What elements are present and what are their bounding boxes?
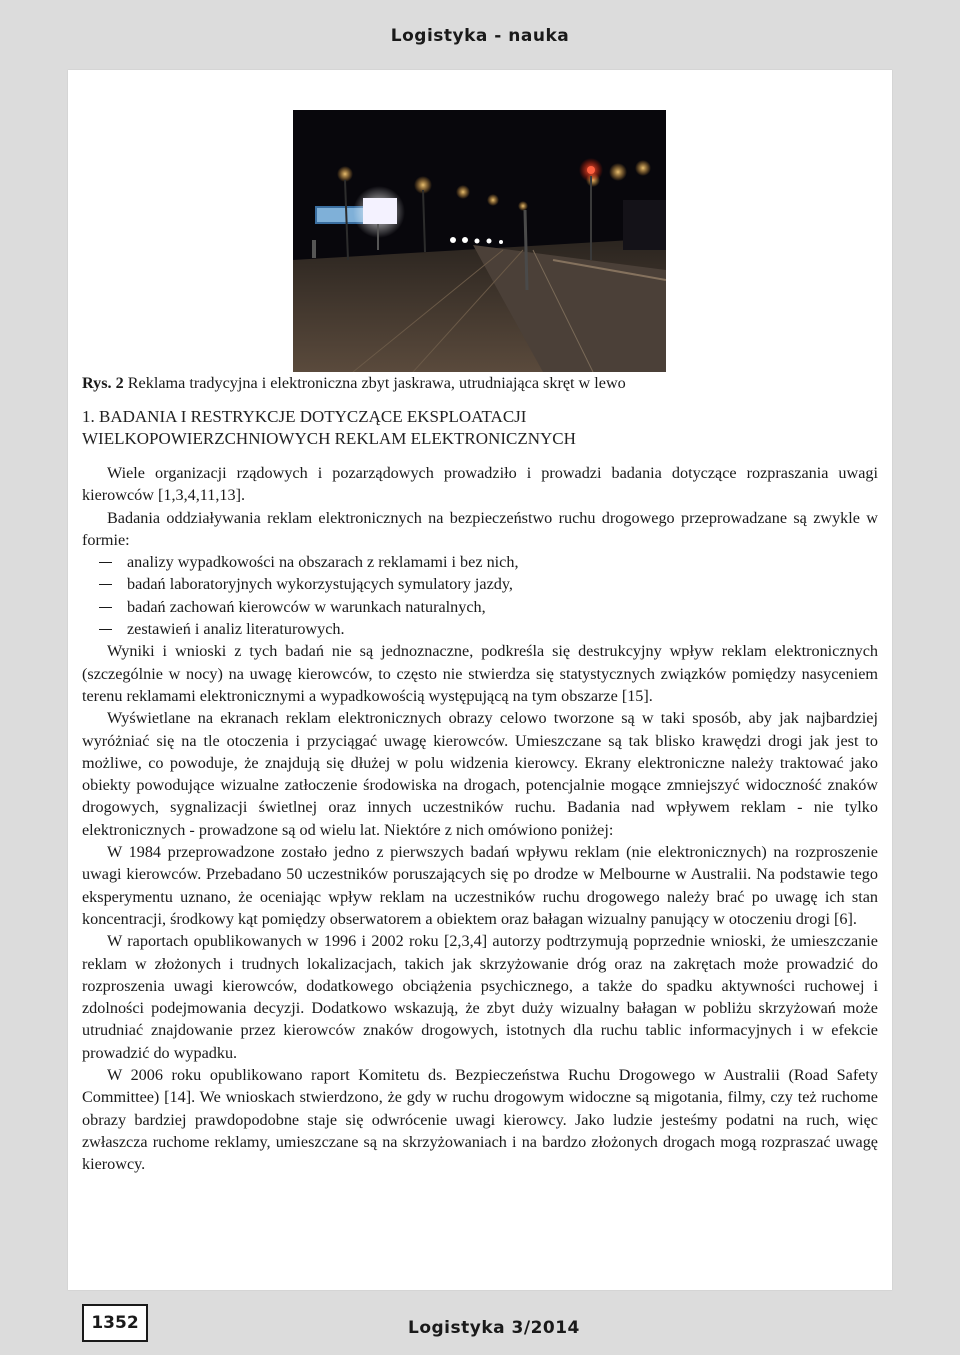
paragraph-1: Wiele organizacji rządowych i pozarządowych prowadziło i prowadzi badania dotyczące rozpraszania uwagi kierowców [1,3,4,11,13]. — [82, 464, 878, 505]
running-header: Logistyka - nauka — [390, 26, 570, 46]
list-item: analizy wypadkowości na obszarach z reklamami i bez nich, — [127, 551, 878, 573]
paragraph-7: W 2006 roku opublikowano raport Komitetu ds. Bezpieczeństwa Ruchu Drogowego w Australii (Road Safety Committee) [14]. We wnioskach stwierdzono, że gdy w ruchu drogowym widoczne są migotania, filmy, czy też ruchome obrazy bardziej prawdopodobne staje się odwrócenie uwagi kierowcy. Jako ludzie jesteśmy podatni na ruch, więc zwłaszcza ruchome reklamy, umieszczane są na skrzyżowaniach i na bardzo złożonych drogach mogą rozpraszać uwagę kierowcy. — [82, 1066, 878, 1174]
page-number: 1352 — [82, 1304, 148, 1342]
article-body — [82, 372, 878, 1176]
list-item: zestawień i analiz literaturowych. — [127, 618, 878, 640]
section-heading-line1: 1. BADANIA I RESTRYKCJE DOTYCZĄCE EKSPLOATACJI — [82, 407, 527, 426]
photo-illustration — [293, 110, 666, 372]
section-heading-line2: WIELKOPOWIERZCHNIOWYCH REKLAM ELEKTRONICZNYCH — [82, 429, 576, 448]
figure-caption — [82, 372, 878, 394]
night-street-photo — [293, 110, 666, 372]
paragraph-5: W 1984 przeprowadzone zostało jedno z pierwszych badań wpływu reklam (nie elektronicznych) na rozproszenie uwagi kierowców. Przebadano 50 uczestników poruszających się po drodze w Melbourne w Australii. Na podstawie tego eksperymentu uznano, że oceniając wpływ reklam na uczestników ruchu drogowego należy brać po uwagę ich stan koncentracji, środkowy kąt pomiędzy obserwatorem a obiektem oraz bałagan wizualny panujący w otoczeniu drogi [6]. — [82, 843, 878, 928]
paragraph-3: Wyniki i wnioski z tych badań nie są jednoznaczne, podkreśla się destrukcyjny wpływ reklam elektronicznych (szczególnie w nocy) na uwagę kierowców, to często nie stwierdza się statystycznych związków pomiędzy nasyceniem terenu reklamami elektronicznymi a wypadkowością występującą na tym obszarze [15]. — [82, 642, 878, 705]
journal-footer: Logistyka 3/2014 — [408, 1318, 580, 1338]
paragraph-2: Badania oddziaływania reklam elektronicznych na bezpieczeństwo ruchu drogowego przeprowadzane są zwykle w formie: — [82, 508, 878, 549]
paragraph-4: Wyświetlane na ekranach reklam elektronicznych obrazy celowo tworzone są w taki sposób, aby jak najbardziej wyróżniać się na tle otoczenia i przyciągać uwagę kierowców. Umieszczane są tak blisko krawędzi drogi jak jest to możliwe, co powoduje, że znajdują się dłużej w polu widzenia kierowcy. Ekrany elektroniczne należy traktować jako obiekty powodujące wizualne zatłoczenie środowiska na drogach, potencjalnie mogące zmniejszyć widoczność znaków drogowych, sygnalizacji świetlnej oraz innych uczestników ruchu. Badania nad wpływem reklam - nie tylko elektronicznych - prowadzone są od wielu lat. Niektóre z nich omówiono poniżej: — [82, 709, 878, 839]
section-heading — [82, 406, 878, 450]
figure-caption-text: Reklama tradycyjna i elektroniczna zbyt jaskrawa, utrudniająca skręt w lewo — [123, 374, 626, 392]
paragraph-6: W raportach opublikowanych w 1996 i 2002 roku [2,3,4] autorzy podtrzymują poprzednie wnioski, że umieszczanie reklam w złożonych i trudnych lokalizacjach, takich jak skrzyżowanie dróg oraz na zakrętach może prowadzić do rozproszenia uwagi kierowców, dodatkowego obciążenia psychicznego, a także do spadku aktywności ruchowej i zdolności podejmowania decyzji. Dodatkowo wskazują, że zbyt duży wizualny bałagan w pobliżu skrzyżowań może utrudniać znajdowanie przez kierowców znaków drogowych, istotnych dla ruchu tablic informacyjnych i w efekcie prowadzić do wypadku. — [82, 932, 878, 1062]
figure-label: Rys. 2 — [82, 374, 124, 392]
research-forms-list — [82, 551, 878, 640]
list-item: badań laboratoryjnych wykorzystujących symulatory jazdy, — [127, 573, 878, 595]
list-item: badań zachowań kierowców w warunkach naturalnych, — [127, 596, 878, 618]
